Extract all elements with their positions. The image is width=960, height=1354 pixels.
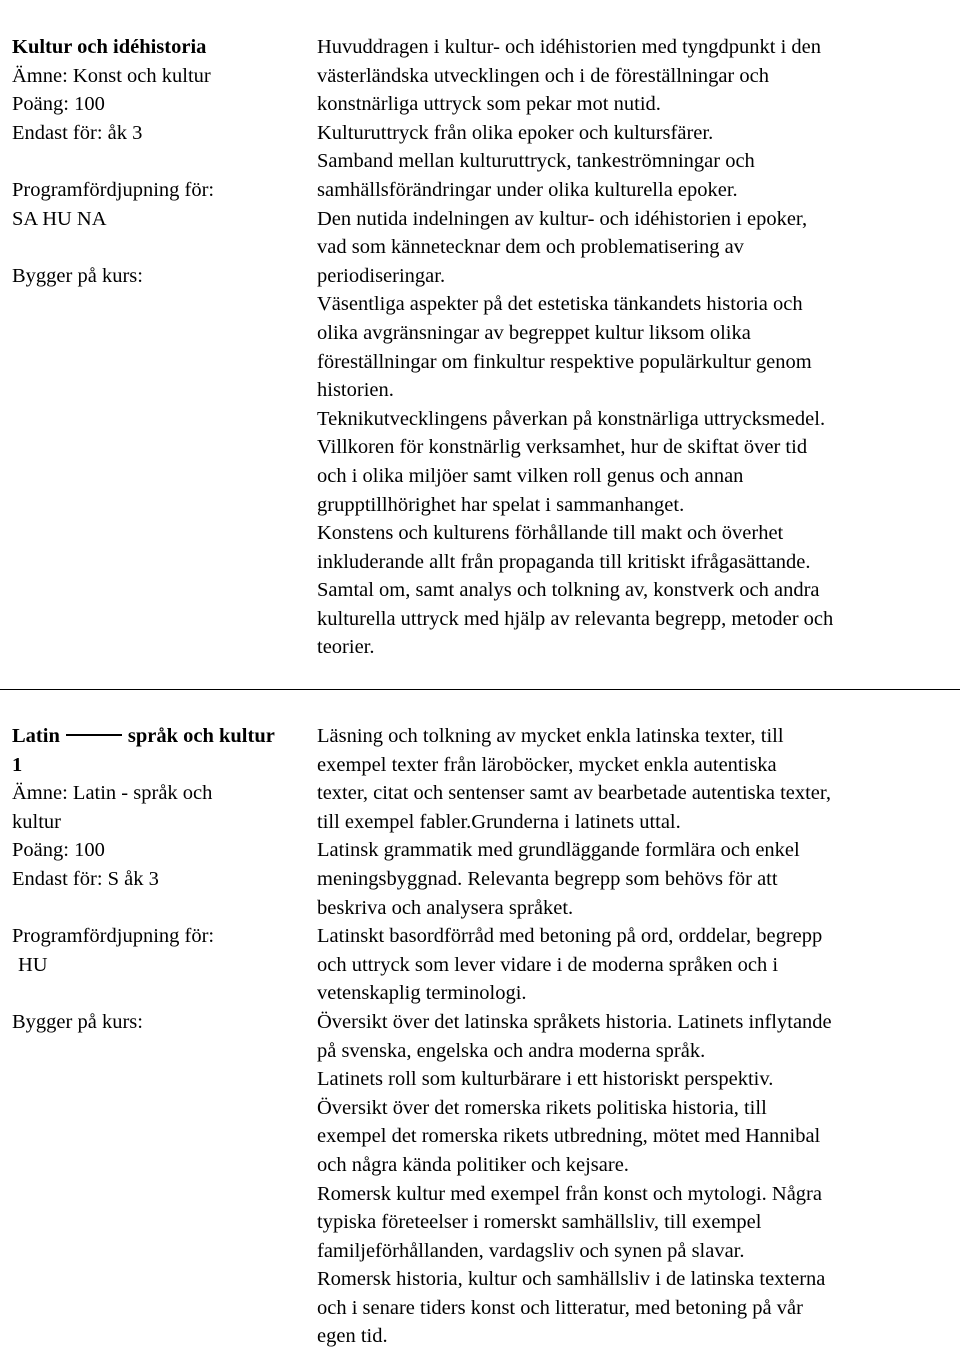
- content-line: Läsning och tolkning av mycket enkla latinska texter, till: [317, 725, 784, 747]
- content-line: Latinskt basordförråd med betoning på ord, orddelar, begrepp: [317, 925, 823, 948]
- subject: Ämne: Latin - språk och: [12, 782, 213, 805]
- content-line: typiska företeelser i romerskt samhällsliv, till exempel: [317, 1211, 762, 1234]
- content-line: västerländska utvecklingen och i de föreställningar och: [317, 64, 769, 87]
- content-line: Samtal om, samt analys och tolkning av, konstverk och andra: [317, 579, 820, 602]
- spacer: [12, 894, 297, 923]
- course-title-part1: Latin: [12, 725, 60, 747]
- course-meta: [12, 33, 297, 290]
- program-label: Programfördjupning för:: [12, 178, 215, 201]
- program-label: Programfördjupning för:: [12, 925, 215, 948]
- builds-on-label: Bygger på kurs:: [12, 264, 143, 287]
- points: Poäng: 100: [12, 93, 105, 116]
- content-line: egen tid.: [317, 1325, 388, 1348]
- content-line: Den nutida indelningen av kultur- och idéhistorien i epoker,: [317, 207, 808, 230]
- content-line: och några kända politiker och kejsare.: [317, 1153, 629, 1176]
- spacer: [12, 979, 297, 1008]
- content-line: Väsentliga aspekter på det estetiska tänkandets historia och: [317, 293, 803, 316]
- content-line: Teknikutvecklingens påverkan på konstnärliga uttrycksmedel.: [317, 407, 826, 430]
- course-content: [317, 722, 957, 1351]
- content-line: konstnärliga uttryck som pekar mot nutid.: [317, 93, 661, 116]
- em-dash: [66, 734, 122, 736]
- course-meta: [12, 722, 297, 1037]
- content-line: familjeförhållanden, vardagsliv och synen på slavar.: [317, 1239, 745, 1262]
- content-line: Latinsk grammatik med grundläggande formlära och enkel: [317, 839, 800, 862]
- program-value: HU: [18, 953, 48, 976]
- content-line: vetenskaplig terminologi.: [317, 982, 527, 1005]
- content-line: Latinets roll som kulturbärare i ett historiskt perspektiv.: [317, 1068, 774, 1091]
- only-for: Endast för: S åk 3: [12, 867, 159, 890]
- course-content: [317, 33, 957, 662]
- spacer: [12, 233, 297, 262]
- content-line: samhällsförändringar under olika kulturella epoker.: [317, 178, 738, 201]
- subject: Ämne: Konst och kultur: [12, 64, 211, 87]
- content-line: grupptillhörighet har spelat i sammanhanget.: [317, 493, 685, 516]
- content-line: på svenska, engelska och andra moderna språk.: [317, 1039, 706, 1062]
- content-line: och i senare tiders konst och litteratur, med betoning på vår: [317, 1296, 803, 1319]
- content-line: exempel texter från läroböcker, mycket enkla autentiska: [317, 753, 777, 776]
- builds-on-label: Bygger på kurs:: [12, 1010, 143, 1033]
- content-line: Konstens och kulturens förhållande till makt och överhet: [317, 522, 784, 545]
- only-for: Endast för: åk 3: [12, 121, 143, 144]
- content-line: teorier.: [317, 636, 375, 659]
- content-line: till exempel fabler.Grunderna i latinets uttal.: [317, 810, 681, 833]
- content-line: texter, citat och sentenser samt av bearbetade autentiska texter,: [317, 782, 832, 805]
- points: Poäng: 100: [12, 839, 105, 862]
- subject-continued: kultur: [12, 810, 61, 833]
- course-title: [12, 722, 297, 751]
- content-line: Romersk kultur med exempel från konst och mytologi. Några: [317, 1182, 822, 1205]
- content-line: meningsbyggnad. Relevanta begrepp som behövs för att: [317, 867, 778, 890]
- course-title-part2: språk och kultur: [127, 725, 275, 747]
- content-line: föreställningar om finkultur respektive populärkultur genom: [317, 350, 812, 373]
- content-line: Villkoren för konstnärlig verksamhet, hur de skiftat över tid: [317, 436, 808, 459]
- content-line: exempel det romerska rikets utbredning, mötet med Hannibal: [317, 1125, 821, 1148]
- content-line: inkluderande allt från propaganda till kritiskt ifrågasättande.: [317, 550, 811, 573]
- spacer: [12, 147, 297, 176]
- content-line: Samband mellan kulturuttryck, tankeströmningar och: [317, 150, 755, 173]
- content-line: kulturella uttryck med hjälp av relevanta begrepp, metoder och: [317, 607, 834, 630]
- content-line: och uttryck som lever vidare i de moderna språken och i: [317, 953, 779, 976]
- content-line: och i olika miljöer samt vilken roll genus och annan: [317, 464, 744, 487]
- content-line: Kulturuttryck från olika epoker och kultursfärer.: [317, 121, 714, 144]
- content-line: Översikt över det latinska språkets historia. Latinets inflytande: [317, 1010, 832, 1033]
- content-line: vad som kännetecknar dem och problematisering av: [317, 236, 744, 259]
- course-title: Kultur och idéhistoria: [12, 36, 207, 58]
- content-line: Romersk historia, kultur och samhällsliv i de latinska texterna: [317, 1268, 826, 1291]
- content-line: periodiseringar.: [317, 264, 446, 287]
- content-line: beskriva och analysera språket.: [317, 896, 574, 919]
- program-value: SA HU NA: [12, 207, 107, 230]
- content-line: Översikt över det romerska rikets politiska historia, till: [317, 1096, 767, 1119]
- content-line: historien.: [317, 379, 394, 402]
- course-title-number: 1: [12, 753, 23, 776]
- section-divider: [0, 689, 960, 690]
- content-line: Huvuddragen i kultur- och idéhistorien med tyngdpunkt i den: [317, 36, 822, 58]
- content-line: olika avgränsningar av begreppet kultur liksom olika: [317, 321, 751, 344]
